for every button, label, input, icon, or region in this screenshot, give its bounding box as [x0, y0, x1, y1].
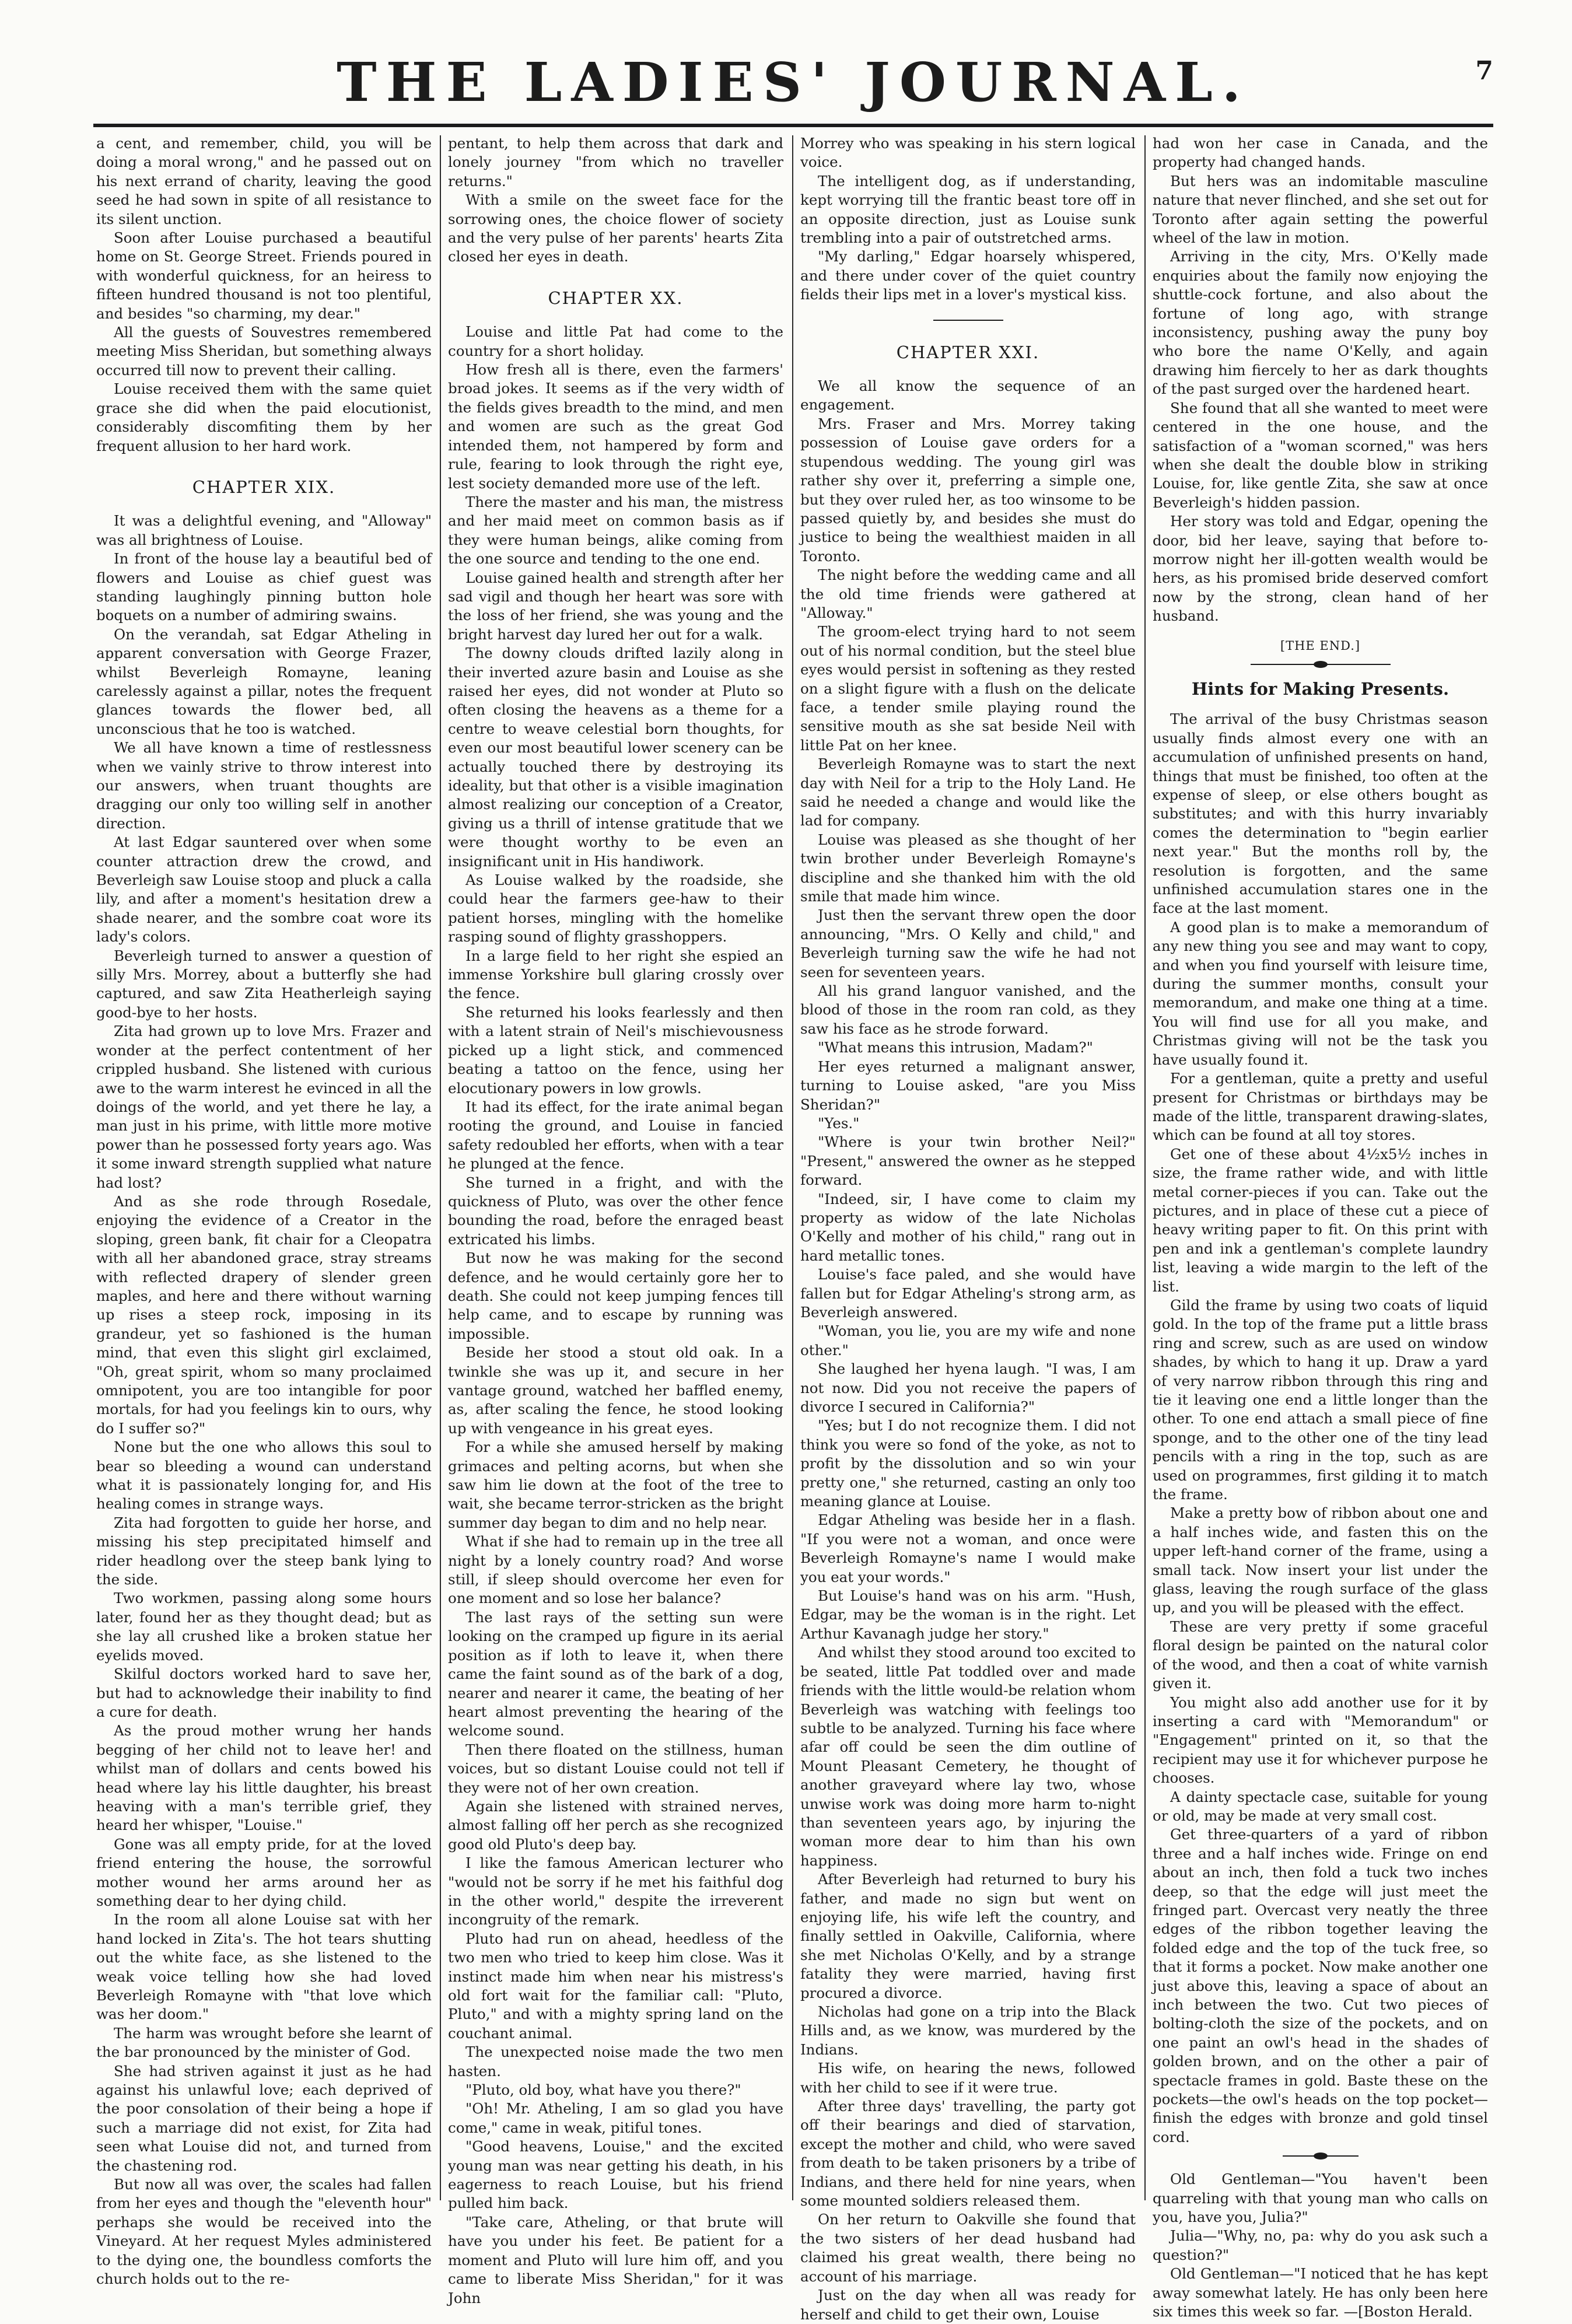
- paragraph: "Woman, you lie, you are my wife and none other.": [800, 1322, 1136, 1359]
- paragraph: In the room all alone Louise sat with her hand locked in Zita's. The hot tears shutting out the white face, as she listened to the weak voice telling how she had loved Beverleigh Romayne with "that love which was her doom.": [96, 1911, 432, 2023]
- paragraph: It had its effect, for the irate animal began rooting the ground, and Louise in fancied safety redoubled her efforts, when with a tear he plunged at the fence.: [448, 1098, 783, 1172]
- paragraph: With a smile on the sweet face for the sorrowing ones, the choice flower of society and the very pulse of her parents' hearts Zita closed her eyes in death.: [448, 191, 783, 265]
- paragraph: The intelligent dog, as if understanding, kept worrying till the frantic beast tore off in an opposite direction, just as Louise sunk trembling into a pair of outstretched arms.: [800, 172, 1136, 247]
- paragraph: After three days' travelling, the party got off their bearings and died of starvation, except the mother and child, who were saved from death to be taken prisoners by a tribe of Indians, and there held for nine years, when some mounted soldiers released them.: [800, 2098, 1136, 2210]
- paragraph: There the master and his man, the mistress and her maid meet on common basis as if they were human beings, alike coming from the one source and tending to the one end.: [448, 493, 783, 568]
- paragraph: "My darling," Edgar hoarsely whispered, and there under cover of the quiet country fields their lips met in a lover's mystical kiss.: [800, 248, 1136, 303]
- paragraph: "Oh! Mr. Atheling, I am so glad you have come," came in weak, pitiful tones.: [448, 2100, 783, 2136]
- paragraph: Julia—"Why, no, pa: why do you ask such a question?": [1153, 2227, 1488, 2263]
- column-divider: [440, 135, 441, 2200]
- journal-title: THE LADIES' JOURNAL.: [337, 51, 1250, 114]
- column-divider: [1144, 135, 1146, 2200]
- paragraph: His wife, on hearing the news, followed with her child to see if it were true.: [800, 2060, 1136, 2096]
- paragraph: Just on the day when all was ready for herself and child to get their own, Louise: [800, 2287, 1136, 2323]
- paragraph: After Beverleigh had returned to bury his father, and made no sign but went on enjoying life, his wife left the country, and finally settled in Oakville, California, where she met Nicholas O'Kelly, and by a strange fatality they were married, having first procured a divorce.: [800, 1871, 1136, 2001]
- paragraph: Zita had grown up to love Mrs. Frazer and wonder at the perfect contentment of her crippled husband. She listened with curious awe to the warm interest he evinced in all the doings of the world, and yet there he lay, a man just in his prime, with little more motive power than he possessed forty years ago. Was it some inward strength supplied what nature had lost?: [96, 1023, 432, 1191]
- story-end-mark: [THE END.]: [1280, 638, 1361, 653]
- paragraph: The downy clouds drifted lazily along in their inverted azure basin and Louise as she raised her eyes, did not wonder at Pluto so often closing the heavens as a theme for a centre to weave celestial born thoughts, for even our most beautiful lower scenery can be actually touched there by destroying its ideality, but that other is a visible imagination almost realizing our conception of a Creator, giving us a thrill of intense gratitude that we were thought worthy to be even an insignificant unit in His handiwork.: [448, 645, 783, 870]
- paragraph: For a while she amused herself by making grimaces and pelting acorns, but when she saw him lie down at the foot of the tree to wait, she became terror-stricken as the bright summer day began to dim and no help near.: [448, 1438, 783, 1531]
- paragraph: "Take care, Atheling, or that brute will have you under his feet. Be patient for a moment and Pluto will lure him off, and you came to liberate Miss Sheridan," for it was John: [448, 2213, 783, 2306]
- paragraph: A good plan is to make a memorandum of any new thing you see and may want to copy, and when you find yourself with leisure time, during the summer months, consult your memorandum, and make one thing at a time. You will find use for all you make, and Christmas giving will not be the task you have usually found it.: [1153, 918, 1488, 1068]
- paragraph: Louise gained health and strength after her sad vigil and though her heart was sore with the loss of her friend, she was young and the bright harvest day lured her out for a walk.: [448, 569, 783, 643]
- paragraph: Then there floated on the stillness, human voices, but so distant Louise could not tell if they were not of her own creation.: [448, 1741, 783, 1796]
- paragraph: But now all was over, the scales had fallen from her eyes and though the "eleventh hour" perhaps she would be received into the Vineyard. At her request Myles administered to the dying one, the boundless comforts the church holds out to the re-: [96, 2176, 432, 2288]
- column-divider: [792, 135, 793, 2200]
- paragraph: At last Edgar sauntered over when some counter attraction drew the crowd, and Beverleigh saw Louise stoop and pluck a calla lily, and after a moment's hesitation drew a shade nearer, and the sombre coat wore its lady's colors.: [96, 834, 432, 946]
- paragraph: "Yes; but I do not recognize them. I did not think you were so fond of the yoke, as not to profit by the dissolution and so win your pretty one," she returned, casting an only too meaning glance at Louise.: [800, 1417, 1136, 1510]
- paragraph: "Pluto, old boy, what have you there?": [465, 2081, 741, 2099]
- paragraph: pentant, to help them across that dark and lonely journey "from which no traveller returns.": [448, 135, 783, 190]
- column-1: [96, 134, 432, 2288]
- section-divider: [933, 320, 1003, 321]
- paragraph: The unexpected noise made the two men hasten.: [448, 2043, 783, 2080]
- paragraph: All his grand languor vanished, and the blood of those in the room ran cold, as they saw his face as he strode forward.: [800, 982, 1136, 1037]
- paragraph: Louise was pleased as she thought of her twin brother under Beverleigh Romayne's discipline and she thanked him with the old smile that made him wince.: [800, 831, 1136, 905]
- paragraph: But hers was an indomitable masculine nature that never flinched, and she set out for Toronto after again setting the powerful wheel of the law in motion.: [1153, 172, 1488, 247]
- paragraph: Louise received them with the same quiet grace she did when the paid elocutionist, considerably discomfiting them by her frequent allusion to her hard work.: [96, 380, 432, 454]
- paragraph: Mrs. Fraser and Mrs. Morrey taking possession of Louise gave orders for a stupendous wedding. The young girl was rather shy over it, preferring a simple one, but they over ruled her, as too winsome to be passed quietly by, and besides she must do justice to being the wealthiest maiden in all Toronto.: [800, 415, 1136, 565]
- paragraph: Louise's face paled, and she would have fallen but for Edgar Atheling's strong arm, as Beverleigh answered.: [800, 1266, 1136, 1321]
- paragraph: How fresh all is there, even the farmers' broad jokes. It seems as if the very width of the fields gives breadth to the mind, and men and women are such as the great God intended them, not hampered by form and rule, fearing to look through the right eye, lest society demanded more use of the left.: [448, 361, 783, 492]
- chapter-heading: CHAPTER XX.: [548, 288, 684, 308]
- paragraph: Gone was all empty pride, for at the loved friend entering the house, the sorrowful mother wound her arms around her as something dear to her dying child.: [96, 1835, 432, 1909]
- paragraph: On the verandah, sat Edgar Atheling in apparent conversation with George Frazer, whilst Beverleigh Romayne, leaning carelessly against a pillar, notes the frequent glances towards the flower bed, all unconscious that he too is watched.: [96, 625, 432, 737]
- chapter-heading: CHAPTER XIX.: [192, 477, 336, 497]
- paragraph: I like the famous American lecturer who "would not be sorry if he met his faithful dog in the other world," despite the irreverent incongruity of the remark.: [448, 1854, 783, 1929]
- paragraph: These are very pretty if some graceful floral design be painted on the natural color of the wood, and then a coat of white varnish given it.: [1153, 1618, 1488, 1692]
- paragraph: And whilst they stood around too excited to be seated, little Pat toddled over and made friends with the little would-be relation whom Beverleigh was watching with feelings too subtle to be analyzed. Turning his face where afar off could be seen the dim outline of Mount Pleasant Cemetery, he thought of another graveyard where lay two, whose unwise work was doing more harm to-night than seventeen years ago, by injuring the woman more dear to him than his own happiness.: [800, 1644, 1136, 1869]
- paragraph: "Where is your twin brother Neil?" "Present," answered the owner as he stepped forward.: [800, 1133, 1136, 1189]
- paragraph: "Yes.": [818, 1114, 860, 1132]
- paragraph: Morrey who was speaking in his stern logical voice.: [800, 135, 1136, 171]
- paragraph: None but the one who allows this soul to bear so bleeding a wound can understand what it is passionately longing for, and His healing comes in strange ways.: [96, 1438, 432, 1513]
- paragraph: As Louise walked by the roadside, she could hear the farmers gee-haw to their patient horses, mingling with the homelike rasping sound of flighty grasshoppers.: [448, 872, 783, 946]
- paragraph: The arrival of the busy Christmas season usually finds almost every one with an accumulation of unfinished presents on hand, things that must be finished, too often at the expense of sleep, or else others bought as substitutes; and with this hurry invariably comes the determination to "begin earlier next year." But the months roll by, the resolution is forgotten, and the same unfinished accumulation stares one in the face at the last moment.: [1153, 710, 1488, 917]
- masthead-rule: [93, 124, 1493, 127]
- paragraph: had won her case in Canada, and the property had changed hands.: [1153, 135, 1488, 171]
- paragraph: Soon after Louise purchased a beautiful home on St. George Street. Friends poured in with wonderful quickness, for an heiress to fifteen hundred thousand is not too plentiful, and besides "so charming, my dear.": [96, 229, 432, 322]
- paragraph: In a large field to her right she espied an immense Yorkshire bull glaring crossly over the fence.: [448, 947, 783, 1002]
- column-4: [1153, 134, 1488, 2320]
- paragraph: But now he was making for the second defence, and he would certainly gore her to death. She could not keep jumping fences till help came, and to escape by running was impossible.: [448, 1250, 783, 1342]
- paragraph: The night before the wedding came and all the old time friends were gathered at "Alloway.": [800, 566, 1136, 621]
- paragraph: She returned his looks fearlessly and then with a latent strain of Neil's mischievousness picked up a light stick, and commenced beating a tattoo on the fence, using her elocutionary powers in low growls.: [448, 1003, 783, 1097]
- paragraph: Zita had forgotten to guide her horse, and missing his step precipitated himself and rider headlong over the steep bank lying to the side.: [96, 1514, 432, 1588]
- paragraph: Make a pretty bow of ribbon about one and a half inches wide, and fasten this on the upper left-hand corner of the frame, using a small tack. Now insert your list under the glass, leaving the rough surface of the glass up, and you will be pleased with the effect.: [1153, 1504, 1488, 1616]
- paragraph: She laughed her hyena laugh. "I was, I am not now. Did you not receive the papers of divorce I secured in California?": [800, 1360, 1136, 1415]
- paragraph: She had striven against it just as he had against his unlawful love; each deprived of the poor consolation of their being a hope if such a marriage did not exist, for Zita had seen what Louise did not, and turned from the chastening rod.: [96, 2062, 432, 2174]
- paragraph: On her return to Oakville she found that the two sisters of her dead husband had claimed his great wealth, there being no account of his marriage.: [800, 2211, 1136, 2285]
- paragraph: "What means this intrusion, Madam?": [818, 1039, 1093, 1056]
- paragraph: "Good heavens, Louise," and the excited young man was near getting his death, in his eagerness to reach Louise, but his friend pulled him back.: [448, 2138, 783, 2212]
- paragraph: And as she rode through Rosedale, enjoying the evidence of a Creator in the sloping, green bank, fit chair for a Cleopatra with all her abandoned grace, stray streams with reflected drapery of slender green maples, and here and there without warning up rises a steep rock, imposing in its grandeur, yet so fashioned is the human mind, that even this slight girl exclaimed, "Oh, great spirit, whom so many proclaimed omnipotent, you are too intangible for poor mortals, for had you feelings kin to ours, why do I suffer so?": [96, 1192, 432, 1437]
- paragraph: Beverleigh turned to answer a question of silly Mrs. Morrey, about a butterfly she had captured, and saw Zita Heatherleigh saying good-bye to her hosts.: [96, 947, 432, 1021]
- paragraph: Get one of these about 4½x5½ inches in size, the frame rather wide, and with little metal corner-pieces if you can. Take out the pictures, and in place of these cut a piece of heavy writing paper to fit. On this print with pen and ink a gentleman's complete laundry list, leaving a wide margin to the left of the list.: [1153, 1145, 1488, 1295]
- ornamental-divider: [1283, 2152, 1359, 2160]
- paragraph: But Louise's hand was on his arm. "Hush, Edgar, may be the woman is in the right. Let Arthur Kavanagh judge her story.": [800, 1587, 1136, 1642]
- paragraph: The last rays of the setting sun were looking on the cramped up figure in its aerial position as if loth to leave it, when there came the faint sound as of the bark of a dog, nearer and nearer it came, the beating of her heart almost preventing the hearing of the welcome sound.: [448, 1608, 783, 1740]
- article-heading: Hints for Making Presents.: [1191, 678, 1450, 699]
- paragraph: The groom-elect trying hard to not seem out of his normal condition, but the steel blue eyes would persist in softening as they rested on a slight figure with a flush on the delicate face, a tender smile playing round the sensitive mouth as she sat beside Neil with little Pat on her knee.: [800, 623, 1136, 754]
- paragraph: In front of the house lay a beautiful bed of flowers and Louise as chief guest was standing laughingly pinning button hole boquets on a number of admiring swains.: [96, 550, 432, 624]
- paragraph: She turned in a fright, and with the quickness of Pluto, was over the other fence bounding the road, before the enraged beast extricated his limbs.: [448, 1174, 783, 1248]
- paragraph: "Indeed, sir, I have come to claim my property as widow of the late Nicholas O'Kelly and mother of his child," rang out in hard metallic tones.: [800, 1190, 1136, 1264]
- paragraph: What if she had to remain up in the tree all night by a lonely country road? And worse still, if sleep should overcome her even for one moment and so lose her balance?: [448, 1533, 783, 1607]
- paragraph: Two workmen, passing along some hours later, found her as they thought dead; but as she lay all crushed like a broken statue her eyelids moved.: [96, 1590, 432, 1664]
- paragraph: Edgar Atheling was beside her in a flash. "If you were not a woman, and once were Beverleigh Romayne's name I would make you eat your words.": [800, 1511, 1136, 1586]
- paragraph: Beverleigh Romayne was to start the next day with Neil for a trip to the Holy Land. He said he needed a change and would like the lad for company.: [800, 755, 1136, 830]
- ornamental-divider: [1251, 661, 1391, 668]
- paragraph: Her story was told and Edgar, opening the door, bid her leave, saying that before to-morrow night her ill-gotten wealth would be hers, as his promised bride deserved comfort now by the strong, clean hand of her husband.: [1153, 513, 1488, 625]
- column-3: [800, 134, 1136, 2323]
- paragraph: Skilful doctors worked hard to save her, but had to acknowledge their inability to find a cure for death.: [96, 1665, 432, 1720]
- paragraph: It was a delightful evening, and "Alloway" was all brightness of Louise.: [96, 512, 432, 548]
- paragraph: Pluto had run on ahead, heedless of the two men who tried to keep him close. Was it instinct made him when near his mistress's old fort wait for the familiar call: "Pluto, Pluto," and with a mighty spring land on the couchant animal.: [448, 1930, 783, 2042]
- chapter-heading: CHAPTER XXI.: [896, 342, 1040, 362]
- paragraph: We all have known a time of restlessness when we vainly strive to throw interest into our answers, when truant thoughts are dragging our only too willing self in another direction.: [96, 739, 432, 832]
- paragraph: A dainty spectacle case, suitable for young or old, may be made at very small cost.: [1153, 1788, 1488, 1824]
- paragraph: Arriving in the city, Mrs. O'Kelly made enquiries about the family now enjoying the shuttle-cock fortune, and also about the fortune of long ago, with strange inconsistency, pushing away the puny boy who bore the name O'Kelly, and again drawing him fiercely to her as dark thoughts of the past surged over the hardened heart.: [1153, 248, 1488, 398]
- paragraph: As the proud mother wrung her hands begging of her child not to leave her! and whilst man of dollars and cents bowed his head where lay his little daughter, his breast heaving with a man's terrible grief, they heard her whisper, "Louise.": [96, 1722, 432, 1834]
- paragraph: Gild the frame by using two coats of liquid gold. In the top of the frame put a little brass ring and screw, such as are used on window shades, by which to hang it up. Draw a yard of very narrow ribbon through this ring and tie it leaving one end a little longer than the other. To one end attach a small piece of fine sponge, and to the other one of the tiny lead pencils with a ring in the top, such as are used on programmes, first gilding it to match the frame.: [1153, 1296, 1488, 1503]
- paragraph: She found that all she wanted to meet were centered in the one house, and the satisfaction of a "woman scorned," was hers when she dealt the double blow in striking Louise, for, like gentle Zita, she saw at once Beverleigh's hidden passion.: [1153, 399, 1488, 511]
- paragraph: You might also add another use for it by inserting a card with "Memorandum" or "Engagement" printed on it, so that the recipient may use it for whichever purpose he chooses.: [1153, 1693, 1488, 1787]
- masthead: [93, 47, 1493, 117]
- paragraph: Get three-quarters of a yard of ribbon three and a half inches wide. Fringe on end about an inch, then fold a tuck two inches deep, so that the edge will just meet the fringed part. Overcast very neatly the three edges of the ribbon together leaving the folded edge and the top of the tuck free, so that it forms a pocket. Now make another one just above this, leaving a space of about an inch between the two. Cut two pieces of bolting-cloth the size of the pockets, and on one paint an owl's head in the shades of golden brown, and on the other a pair of spectacle frames in gold. Baste these on the pockets—the owl's heads on the top pocket—finish the edges with bronze and gold tinsel cord.: [1153, 1826, 1488, 2146]
- paragraph: Old Gentleman—"You haven't been quarreling with that young man who calls on you, have you, Julia?": [1153, 2171, 1488, 2226]
- paragraph: Beside her stood a stout old oak. In a twinkle she was up it, and secure in her vantage ground, watched her baffled enemy, as, after scaling the fence, he stood looking up with vengeance in his great eyes.: [448, 1344, 783, 1437]
- column-2: [448, 134, 783, 2306]
- page-number: 7: [1475, 56, 1493, 86]
- paragraph: Again she listened with strained nerves, almost falling off her perch as she recognized good old Pluto's deep bay.: [448, 1797, 783, 1853]
- paragraph: a cent, and remember, child, you will be doing a moral wrong," and he passed out on his next errand of charity, leaving the good seed he had sown in spite of all resistance to its silent unction.: [96, 135, 432, 228]
- paragraph: All the guests of Souvestres remembered meeting Miss Sheridan, but something always occurred till now to prevent their calling.: [96, 324, 432, 379]
- paragraph: Old Gentleman—"I noticed that he has kept away somewhat lately. He has only been here six times this week so far. —[Boston Herald.: [1153, 2265, 1488, 2320]
- paragraph: Nicholas had gone on a trip into the Black Hills and, as we know, was murdered by the Indians.: [800, 2003, 1136, 2058]
- paragraph: The harm was wrought before she learnt of the bar pronounced by the minister of God.: [96, 2024, 432, 2061]
- paragraph: Just then the servant threw open the door announcing, "Mrs. O Kelly and child," and Beverleigh turning saw the wife he had not seen for seventeen years.: [800, 907, 1136, 981]
- paragraph: For a gentleman, quite a pretty and useful present for Christmas or birthdays may be made of the little, transparent drawing-slates, which can be found at all toy stores.: [1153, 1070, 1488, 1144]
- paragraph: Her eyes returned a malignant answer, turning to Louise asked, "are you Miss Sheridan?": [800, 1058, 1136, 1113]
- paragraph: We all know the sequence of an engagement.: [800, 377, 1136, 414]
- paragraph: Louise and little Pat had come to the country for a short holiday.: [448, 323, 783, 359]
